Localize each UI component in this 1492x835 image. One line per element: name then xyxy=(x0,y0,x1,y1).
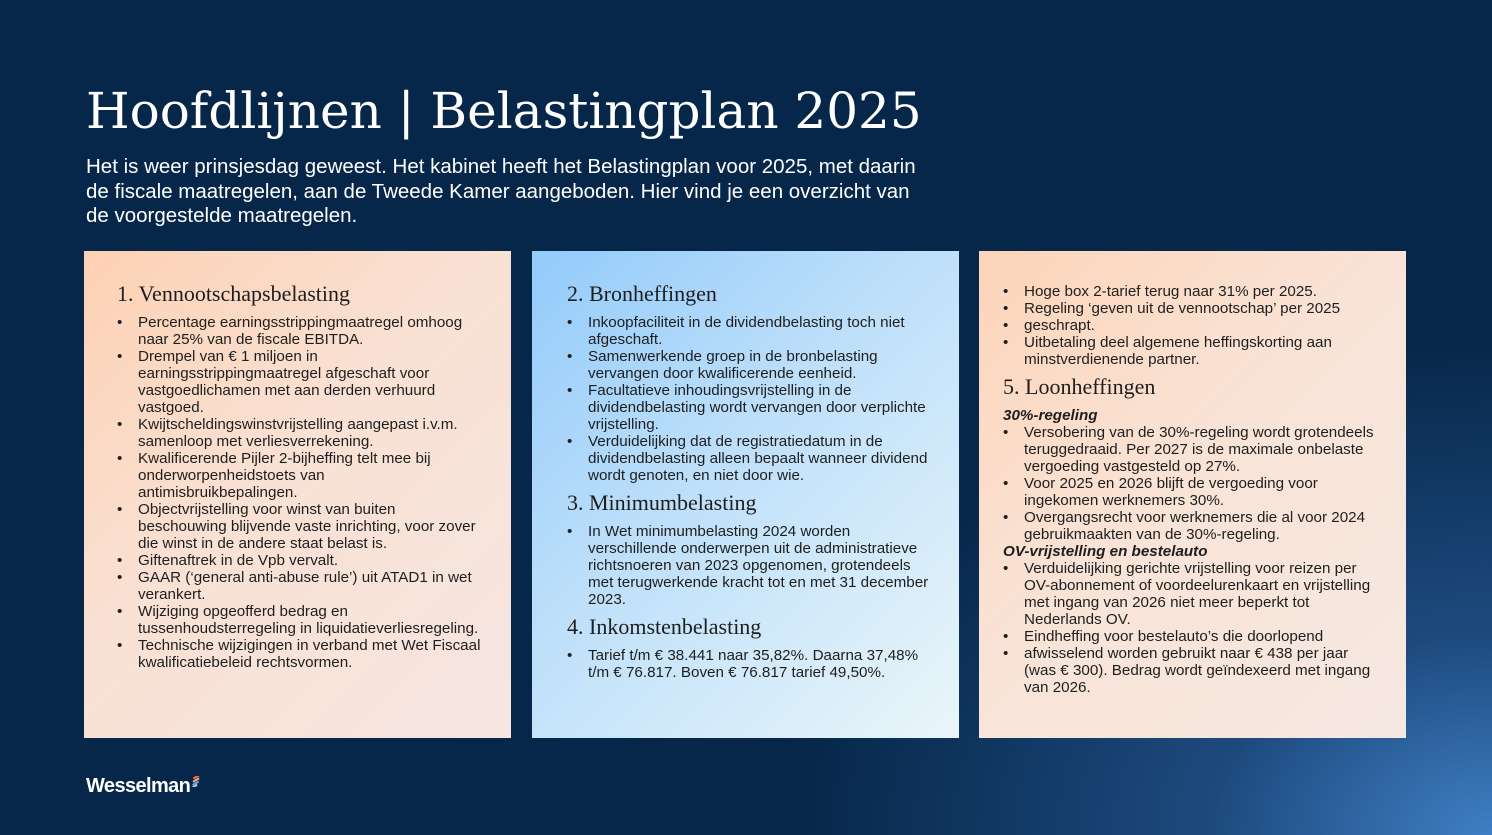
list-item: • GAAR (‘general anti-abuse rule’) uit ATAD1 in wet verankert. xyxy=(117,569,481,603)
heading-inkomstenbelasting: 4. Inkomstenbelasting xyxy=(567,614,762,639)
card-loonheffingen xyxy=(979,251,1406,738)
logo-mark-icon xyxy=(191,776,201,787)
intro-text: Het is weer prinsjesdag geweest. Het kabinet heeft het Belastingplan voor 2025, met daarin de fiscale maatregelen, aan de Tweede Kamer aangeboden. Hier vind je een overzicht van de voorgestelde maatregelen. xyxy=(86,155,916,227)
page-title: Hoofdlijnen | Belastingplan 2025 xyxy=(86,82,922,140)
list-inkomstenbelasting xyxy=(567,647,929,681)
list-item: • geschrapt. xyxy=(1003,317,1382,334)
list-item: • Tarief t/m € 38.441 naar 35,82%. Daarna 37,48% t/m € 76.817. Boven € 76.817 tarief 49,50%. xyxy=(567,647,929,681)
list-item: • afwisselend worden gebruikt naar € 438 per jaar (was € 300). Bedrag wordt geïndexeerd met ingang van 2026. xyxy=(1003,645,1382,696)
list-item: • Verduidelijking gerichte vrijstelling voor reizen per OV-abonnement of voordeelurenkaart en vrijstelling met ingang van 2026 niet meer beperkt tot Nederlands OV. xyxy=(1003,560,1382,628)
list-item: • Eindheffing voor bestelauto’s die doorlopend xyxy=(1003,628,1382,645)
list-30-regeling xyxy=(1003,424,1382,543)
list-item: • Technische wijzigingen in verband met Wet Fiscaal kwalificatiebeleid rechtsvormen. xyxy=(117,637,481,671)
list-vennootschapsbelasting xyxy=(117,314,481,671)
list-item: • Voor 2025 en 2026 blijft de vergoeding voor ingekomen werknemers 30%. xyxy=(1003,475,1382,509)
logo-text: Wesselman xyxy=(86,775,191,797)
list-item: • Uitbetaling deel algemene heffingskorting aan minstverdienende partner. xyxy=(1003,334,1382,368)
list-item: • Versobering van de 30%-regeling wordt grotendeels teruggedraaid. Per 2027 is de maximale onbelaste vergoeding vastgesteld op 27%. xyxy=(1003,424,1382,475)
subheading-ov-vrijstelling: OV-vrijstelling en bestelauto xyxy=(1003,543,1208,560)
list-item: • Inkoopfaciliteit in de dividendbelasting toch niet afgeschaft. xyxy=(567,314,929,348)
list-item: • Regeling ‘geven uit de vennootschap’ per 2025 xyxy=(1003,300,1382,317)
list-item: • Overgangsrecht voor werknemers die al voor 2024 gebruikmaakten van de 30%-regeling. xyxy=(1003,509,1382,543)
heading-bronheffingen: 2. Bronheffingen xyxy=(567,281,717,306)
list-item: • Hoge box 2-tarief terug naar 31% per 2025. xyxy=(1003,283,1382,300)
list-item: • In Wet minimumbelasting 2024 worden verschillende onderwerpen uit de administratieve richtsnoeren van 2023 opgenomen, grotendeels met terugwerkende kracht tot en met 31 december 2023. xyxy=(567,523,929,608)
card-bronheffingen xyxy=(532,251,959,738)
list-box2 xyxy=(1003,283,1382,368)
list-item: • Samenwerkende groep in de bronbelasting vervangen door kwalificerende eenheid. xyxy=(567,348,929,382)
list-bronheffingen xyxy=(567,314,929,484)
list-item: • Wijziging opgeofferd bedrag en tussenhoudsterregeling in liquidatieverliesregeling. xyxy=(117,603,481,637)
list-item: • Drempel van € 1 miljoen in earningsstrippingmaatregel afgeschaft voor vastgoedlichamen met aan derden verhuurd vastgoed. xyxy=(117,348,481,416)
heading-minimumbelasting: 3. Minimumbelasting xyxy=(567,490,757,515)
list-item: • Kwalificerende Pijler 2-bijheffing telt mee bij onderworpenheidstoets van antimisbruikbepalingen. xyxy=(117,450,481,501)
list-item: • Facultatieve inhoudingsvrijstelling in de dividendbelasting wordt vervangen door verplichte vrijstelling. xyxy=(567,382,929,433)
list-item: • Objectvrijstelling voor winst van buiten beschouwing blijvende vaste inrichting, voor zover die winst in de andere staat belast is. xyxy=(117,501,481,552)
list-minimumbelasting xyxy=(567,523,929,608)
list-item: • Giftenaftrek in de Vpb vervalt. xyxy=(117,552,481,569)
list-item: • Percentage earningsstrippingmaatregel omhoog naar 25% van de fiscale EBITDA. xyxy=(117,314,481,348)
heading-loonheffingen: 5. Loonheffingen xyxy=(1003,374,1156,399)
list-item: • Verduidelijking dat de registratiedatum in de dividendbelasting alleen bepaalt wanneer dividend wordt genoten, en niet door wie. xyxy=(567,433,929,484)
wesselman-logo xyxy=(86,775,201,798)
card-vennootschapsbelasting xyxy=(84,251,511,738)
list-item: • Kwijtscheldingswinstvrijstelling aangepast i.v.m. samenloop met verliesverrekening. xyxy=(117,416,481,450)
list-ov-vrijstelling xyxy=(1003,560,1382,696)
subheading-30-regeling: 30%-regeling xyxy=(1003,407,1098,424)
heading-vennootschapsbelasting: 1. Vennootschapsbelasting xyxy=(117,281,351,306)
